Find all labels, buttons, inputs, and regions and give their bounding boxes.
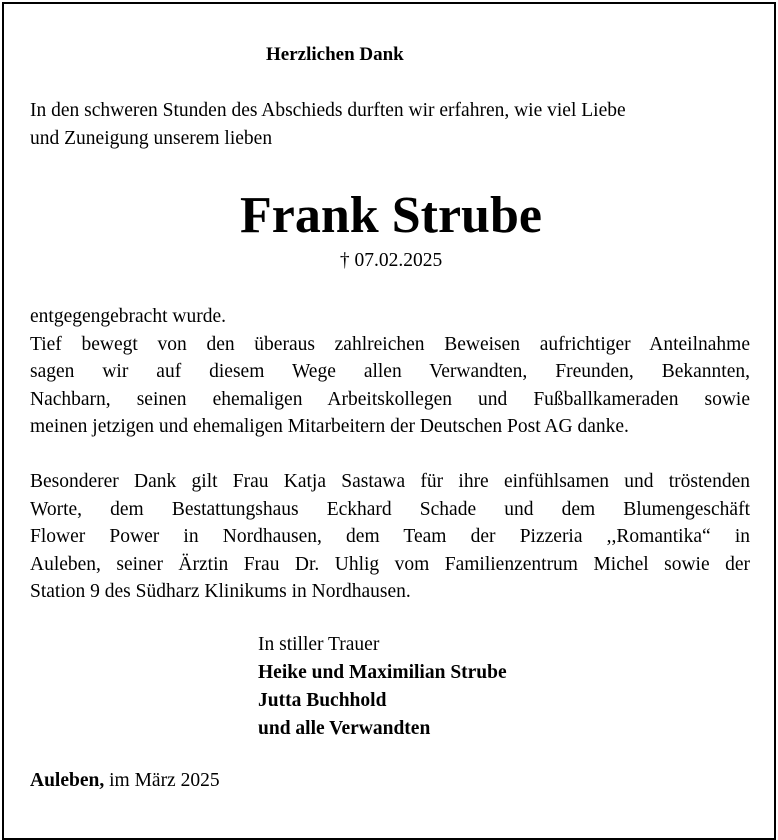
paragraph-line: entgegengebracht wurde.	[30, 306, 226, 327]
special-thanks-paragraph	[30, 468, 750, 606]
place-name: Auleben,	[30, 770, 105, 791]
paragraph-line: Nachbarn, seinen ehemaligen Arbeitskollegen und Fußballkameraden sowie	[30, 388, 750, 410]
date-text: im März 2025	[104, 770, 220, 791]
signature-intro: In stiller Trauer	[258, 634, 380, 655]
obituary-notice	[2, 2, 776, 840]
intro-line: In den schweren Stunden des Abschieds durften wir erfahren, wie viel Liebe	[30, 100, 626, 121]
signature-block	[258, 631, 507, 743]
paragraph-line: Station 9 des Südharz Klinikums in Nordhausen.	[30, 581, 411, 602]
paragraph-line: Besonderer Dank gilt Frau Katja Sastawa für ihre einfühlsamen und tröstenden	[30, 471, 750, 492]
signature-name: Heike und Maximilian Strube	[258, 662, 507, 683]
thanks-paragraph	[30, 303, 750, 441]
paragraph-line: sagen wir auf diesem Wege allen Verwandten, Freunden, Bekannten,	[30, 361, 750, 382]
paragraph-line: Auleben, seiner Ärztin Frau Dr. Uhlig vom Familienzentrum Michel sowie der	[30, 553, 750, 575]
place-date-line	[30, 770, 220, 792]
paragraph-line: meinen jetzigen und ehemaligen Mitarbeitern der Deutschen Post AG danke.	[30, 416, 629, 437]
paragraph-line: Tief bewegt von den überaus zahlreichen Beweisen aufrichtiger Anteilnahme	[30, 333, 750, 355]
paragraph-line: Worte, dem Bestattungshaus Eckhard Schade und dem Blumengeschäft	[30, 498, 750, 520]
signature-name: und alle Verwandten	[258, 718, 431, 739]
death-date: † 07.02.2025	[339, 250, 443, 271]
intro-paragraph	[30, 97, 750, 152]
paragraph-line: Flower Power in Nordhausen, dem Team der Pizzeria ,,Romantika“ in	[30, 526, 750, 547]
intro-line: und Zuneigung unserem lieben	[30, 127, 273, 149]
deceased-name: Frank Strube	[240, 187, 542, 244]
heading: Herzlichen Dank	[266, 44, 404, 65]
signature-name: Jutta Buchhold	[258, 690, 387, 711]
